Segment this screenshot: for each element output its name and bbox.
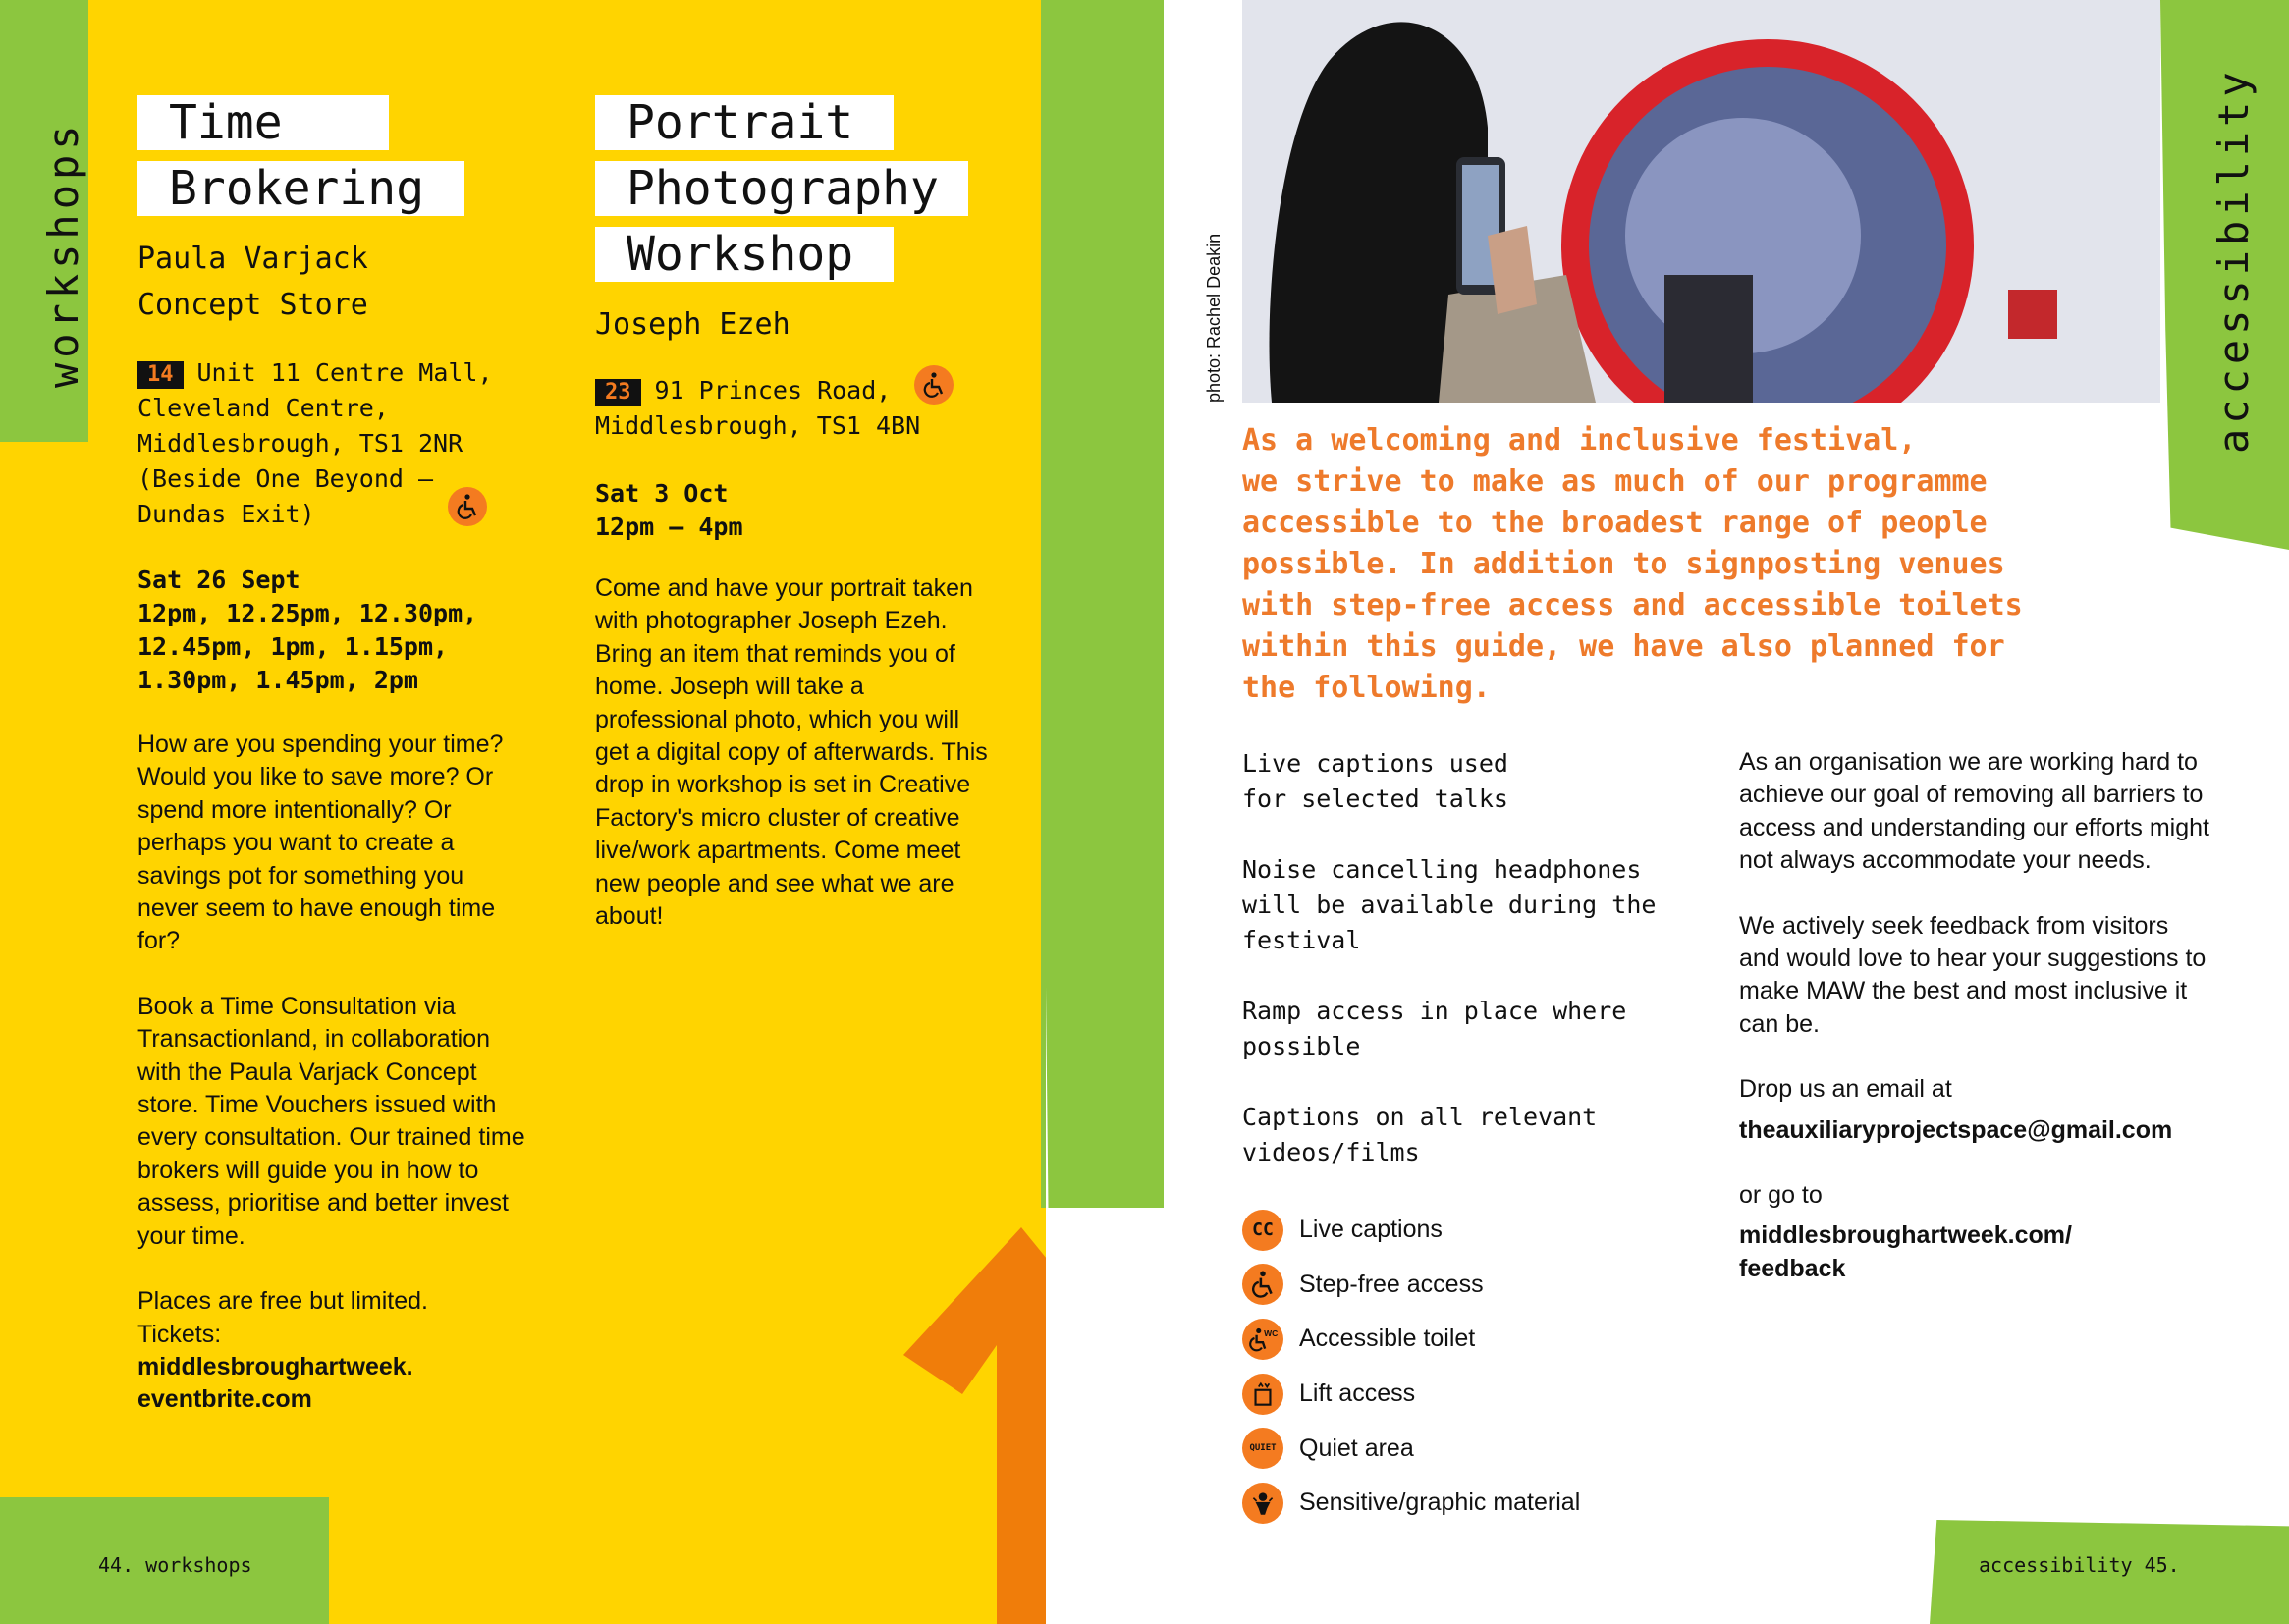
legend-label: Accessible toilet [1299,1325,1476,1353]
event1-date-line-4: 1.30pm, 1.45pm, 2pm [137,666,418,694]
legend-label: Step-free access [1299,1270,1484,1298]
intro-line-7: the following. [1242,671,1491,705]
provision-1-line-2: for selected talks [1242,785,1508,813]
left-side-label: workshops [39,120,87,388]
photo-credit: photo: Rachel Deakin [1204,233,1224,403]
step-free-access-icon [1242,1264,1283,1305]
provision-2-line-3: festival [1242,926,1361,954]
event2-host: Joseph Ezeh [595,307,790,342]
event1-address-line-4: (Beside One Beyond – [137,464,434,493]
event1-description [137,729,530,1417]
feedback-link-line-1[interactable]: middlesbroughartweek.com/ [1739,1221,2072,1250]
provision-item [1242,746,1656,817]
live-captions-glyph: CC [1252,1219,1274,1241]
accessible-toilet-icon [1242,1319,1283,1360]
intro-line-4: possible. In addition to signposting venues [1242,547,2005,581]
provision-item [1242,994,1656,1064]
green-paint-band-right [1041,0,1164,1208]
event1-date-line-2: 12pm, 12.25pm, 12.30pm, [137,599,478,627]
sensitive-material-icon [1242,1483,1283,1524]
provision-3-line-2: possible [1242,1032,1361,1060]
photo [1242,0,2160,403]
event1-tickets-label: Tickets: [137,1320,222,1348]
lift-access-icon [1242,1374,1283,1415]
event1-date-line-3: 12.45pm, 1pm, 1.15pm, [137,632,449,661]
event2-venue-number: 23 [595,379,641,406]
event2-title-line-2: Photography [595,161,968,216]
legend-label: Quiet area [1299,1434,1414,1462]
legend-item [1242,1367,1580,1422]
intro-line-2: we strive to make as much of our programme [1242,464,1988,499]
event1-date [137,564,477,697]
event2-date-line-1: Sat 3 Oct [595,479,729,508]
statement-paragraph-1: As an organisation we are working hard to achieve our goal of removing all barriers to access and understanding our efforts might not always accommodate your needs. [1739,748,2209,875]
legend-item [1242,1476,1580,1531]
event1-host-line-2: Concept Store [137,288,368,322]
event1-address-line-2: Cleveland Centre, [137,394,389,422]
provision-4-line-1: Captions on all relevant [1242,1103,1598,1131]
accessibility-statement [1739,746,2210,1285]
event1-date-line-1: Sat 26 Sept [137,566,300,594]
event2-address-line-1: 91 Princes Road, [654,376,892,405]
orange-arrow-graphic [884,1208,1046,1624]
event1-address-line-1: Unit 11 Centre Mall, [196,358,493,387]
legend-item [1242,1421,1580,1476]
event1-address-line-3: Middlesbrough, TS1 2NR [137,429,463,458]
provision-4-line-2: videos/films [1242,1138,1420,1166]
legend-label: Live captions [1299,1216,1443,1244]
provision-item [1242,1100,1656,1170]
green-strip-left-2 [0,0,59,29]
legend-item [1242,1312,1580,1367]
event1-tickets-link-1[interactable]: middlesbroughartweek. [137,1352,413,1380]
quiet-area-glyph: QUIET [1249,1443,1277,1454]
event2-description: Come and have your portrait taken with photographer Joseph Ezeh. Bring an item that reminds you of home. Joseph will take a professional photo, which you will get a digital copy of afterwards. This drop in workshop is set in Creative Factory's micro cluster of creative live/work apartments. Come meet new people and see what we are about! [595,574,988,931]
provision-2-line-2: will be available during the [1242,891,1657,919]
event2-step-free-access-icon [914,365,954,405]
provisions-list [1242,746,1656,1206]
feedback-link-line-2[interactable]: feedback [1739,1254,1846,1282]
accessibility-legend [1242,1203,1580,1531]
photo-illustration [1242,0,2160,403]
right-side-label: accessibility [2209,67,2258,454]
legend-item [1242,1258,1580,1313]
event1-description-1: How are you spending your time? Would you like to save more? Or spend more intentionally? Or perhaps you want to create a savings pot for something you never seem to have enough time for? [137,731,504,955]
svg-text:WC: WC [1264,1327,1279,1338]
event1-address-line-5: Dundas Exit) [137,500,315,528]
event1-places: Places are free but limited. [137,1287,428,1316]
intro-line-6: within this guide, we have also planned for [1242,629,2005,664]
event1-title-line-2: Brokering [137,161,464,216]
event2-date-line-2: 12pm – 4pm [595,513,743,541]
accessibility-intro [1242,420,2023,709]
statement-paragraph-2: We actively seek feedback from visitors and would love to hear your suggestions to make MAW the best and most inclusive it can be. [1739,911,2207,1038]
intro-line-3: accessible to the broadest range of people [1242,506,1988,540]
provision-2-line-1: Noise cancelling headphones [1242,855,1642,884]
intro-line-5: with step-free access and accessible toilets [1242,588,2023,623]
provision-1-line-1: Live captions used [1242,749,1508,778]
event1-venue-number: 14 [137,361,184,389]
legend-label: Lift access [1299,1380,1416,1408]
right-footer: accessibility 45. [1979,1553,2180,1577]
event2-address-line-2: Middlesbrough, TS1 4BN [595,411,921,440]
or-label: or go to [1739,1181,1823,1210]
event2-title-line-3: Workshop [595,227,894,282]
left-footer: 44. workshops [98,1553,252,1577]
event2-title-line-1: Portrait [595,95,894,150]
legend-item [1242,1203,1580,1258]
quiet-area-icon [1242,1428,1283,1469]
event2-address [595,373,920,444]
event2-date [595,477,743,544]
event1-title-line-1: Time [137,95,389,150]
live-captions-icon [1242,1210,1283,1251]
event1-tickets-link-2[interactable]: eventbrite.com [137,1385,312,1414]
event1-address [137,355,493,532]
email-link[interactable]: theauxiliaryprojectspace@gmail.com [1739,1115,2173,1144]
email-label: Drop us an email at [1739,1075,1952,1104]
event1-description-2: Book a Time Consultation via Transactionland, in collaboration with the Paula Varjack Concept store. Time Vouchers issued with every consultation. Our trained time brokers will guide you in how to assess, prioritise and better invest your time. [137,992,525,1250]
provision-item [1242,852,1656,958]
event1-step-free-access-icon [448,487,487,526]
event1-host-line-1: Paula Varjack [137,242,368,276]
legend-label: Sensitive/graphic material [1299,1489,1581,1517]
intro-line-1: As a welcoming and inclusive festival, [1242,423,1917,458]
provision-3-line-1: Ramp access in place where [1242,997,1627,1025]
